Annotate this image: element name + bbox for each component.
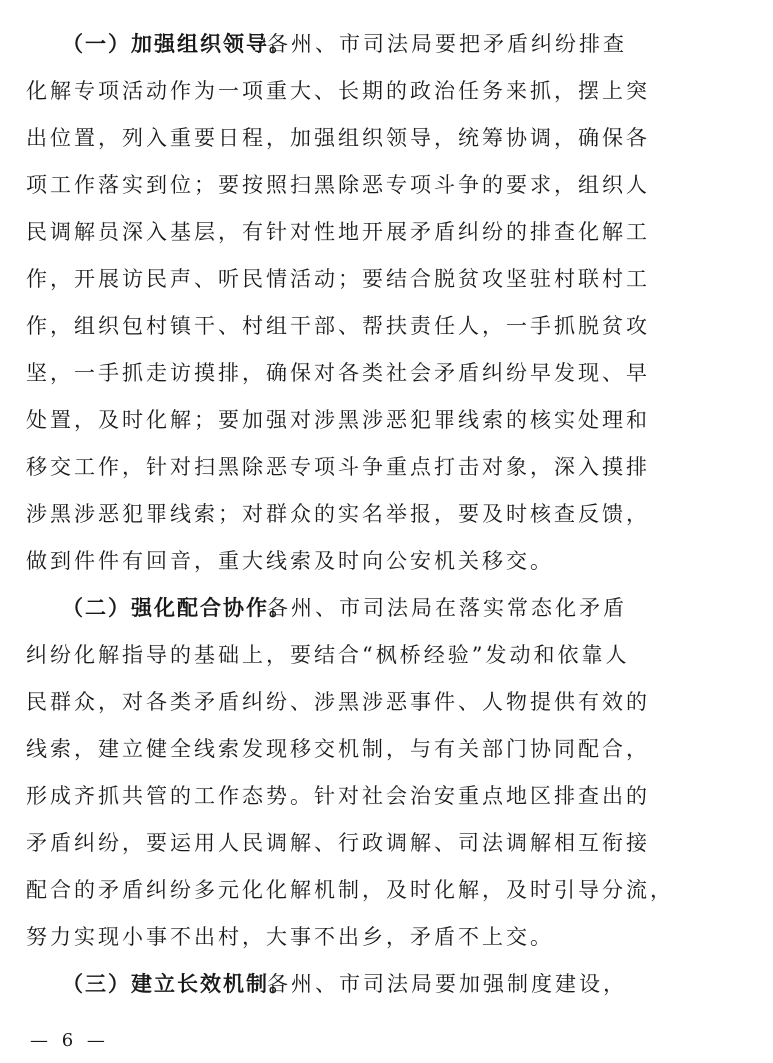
paragraph-text: 作，组织包村镇干、村组干部、帮扶责任人，一手抓脱贫攻 xyxy=(26,314,650,338)
paragraph-line xyxy=(0,24,773,64)
paragraph-line xyxy=(0,682,773,722)
paragraph-text: 涉黑涉恶犯罪线索；对群众的实名举报，要及时核查反馈， xyxy=(26,502,650,526)
paragraph-line xyxy=(0,964,773,1004)
paragraph-line xyxy=(0,917,773,957)
paragraph-text: 努力实现小事不出村，大事不出乡，矛盾不上交。 xyxy=(26,925,554,949)
paragraph-line xyxy=(0,118,773,158)
paragraph-line xyxy=(0,447,773,487)
paragraph-line xyxy=(0,259,773,299)
paragraph-heading: （一）加强组织领导。 xyxy=(62,32,292,56)
paragraph-text: 做到件件有回音，重大线索及时向公安机关移交。 xyxy=(26,549,554,573)
paragraph-line xyxy=(0,635,773,675)
paragraph-text: 纠纷化解指导的基础上，要结合“枫桥经验”发动和依靠人 xyxy=(26,643,630,667)
paragraph-line xyxy=(0,400,773,440)
paragraph-text: 化解专项活动作为一项重大、长期的政治任务来抓，摆上突 xyxy=(26,79,650,103)
paragraph-text: 移交工作，针对扫黑除恶专项斗争重点打击对象，深入摸排 xyxy=(26,455,650,479)
paragraph-text: 各州、市司法局要加强制度建设， xyxy=(267,972,627,996)
paragraph-text: 民调解员深入基层，有针对性地开展矛盾纠纷的排查化解工 xyxy=(26,220,650,244)
paragraph-heading: （二）强化配合协作。 xyxy=(62,596,292,620)
paragraph-line xyxy=(0,353,773,393)
paragraph-text: 项工作落实到位；要按照扫黑除恶专项斗争的要求，组织人 xyxy=(26,173,650,197)
paragraph-line xyxy=(0,71,773,111)
paragraph-text: 形成齐抓共管的工作态势。针对社会治安重点地区排查出的 xyxy=(26,784,650,808)
paragraph-text: 作，开展访民声、听民情活动；要结合脱贫攻坚驻村联村工 xyxy=(26,267,650,291)
paragraph-line xyxy=(0,165,773,205)
paragraph-line xyxy=(0,212,773,252)
paragraph-text: 各州、市司法局在落实常态化矛盾 xyxy=(267,596,627,620)
paragraph-line xyxy=(0,541,773,581)
paragraph-text: 民群众，对各类矛盾纠纷、涉黑涉恶事件、人物提供有效的 xyxy=(26,690,650,714)
paragraph-text: 出位置，列入重要日程，加强组织领导，统筹协调，确保各 xyxy=(26,126,650,150)
paragraph-text: 矛盾纠纷，要运用人民调解、行政调解、司法调解相互衔接 xyxy=(26,831,650,855)
paragraph-text: 处置，及时化解；要加强对涉黑涉恶犯罪线索的核实处理和 xyxy=(26,408,650,432)
paragraph-heading: （三）建立长效机制。 xyxy=(62,972,292,996)
page-number: — 6 — xyxy=(30,1030,109,1051)
paragraph-line xyxy=(0,870,773,910)
paragraph-text: 坚，一手抓走访摸排，确保对各类社会矛盾纠纷早发现、早 xyxy=(26,361,650,385)
paragraph-text: 各州、市司法局要把矛盾纠纷排查 xyxy=(267,32,627,56)
paragraph-line xyxy=(0,776,773,816)
paragraph-line xyxy=(0,306,773,346)
paragraph-line xyxy=(0,729,773,769)
paragraph-line xyxy=(0,588,773,628)
paragraph-line xyxy=(0,494,773,534)
paragraph-line xyxy=(0,823,773,863)
paragraph-text: 配合的矛盾纠纷多元化化解机制，及时化解，及时引导分流， xyxy=(26,878,674,902)
paragraph-text: 线索，建立健全线索发现移交机制，与有关部门协同配合， xyxy=(26,737,650,761)
